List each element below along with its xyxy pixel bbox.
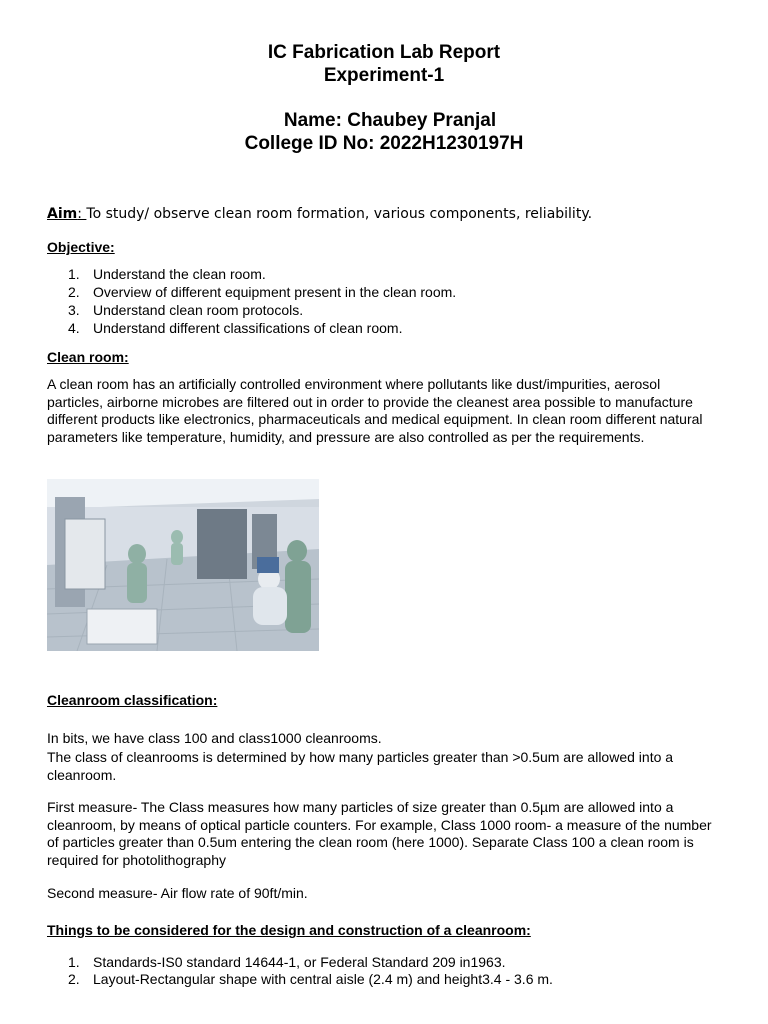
report-title: IC Fabrication Lab Report: [267, 42, 501, 63]
student-name: Name: Chaubey Pranjal: [283, 110, 497, 131]
item-number: 3.: [68, 302, 80, 318]
design-item: [68, 953, 506, 971]
aim-line: [47, 206, 592, 222]
objective-item: [68, 283, 456, 301]
aim-label: Aim: [47, 206, 78, 222]
item-text: Standards-IS0 standard 14644-1, or Federal Standard 209 in1963.: [93, 954, 506, 970]
clean-room-paragraph: A clean room has an artificially controlled environment where pollutants like dust/impurities, aerosol particles, airborne microbes are filtered out in order to provide the cleanest area possible to manufacture different products like electronics, pharmaceuticals and medical equipment. In clean room different natural parameters like temperature, humidity, and pressure are also controlled as per the requirements.: [47, 376, 703, 445]
design-heading: Things to be considered for the design and construction of a cleanroom:: [47, 922, 531, 938]
item-text: Understand clean room protocols.: [93, 302, 304, 318]
item-number: 2.: [68, 284, 80, 300]
item-number: 1.: [68, 266, 80, 282]
item-number: 2.: [68, 971, 80, 987]
experiment-title: Experiment-1: [323, 65, 445, 86]
objective-item: [68, 265, 266, 283]
item-text: Layout-Rectangular shape with central aisle (2.4 m) and height3.4 - 3.6 m.: [93, 971, 553, 987]
item-text: Understand different classifications of clean room.: [93, 320, 403, 336]
clean-room-heading: Clean room:: [47, 349, 129, 365]
objective-heading: Objective:: [47, 239, 115, 255]
aim-text: To study/ observe clean room formation, various components, reliability.: [86, 206, 593, 222]
item-text: Overview of different equipment present in the clean room.: [93, 284, 457, 300]
item-number: 1.: [68, 954, 80, 970]
objective-item: [68, 319, 402, 337]
classification-p1: In bits, we have class 100 and class1000 cleanrooms.: [47, 730, 382, 746]
item-number: 4.: [68, 320, 80, 336]
item-text: Understand the clean room.: [93, 266, 266, 282]
design-item: [68, 970, 553, 988]
classification-p2: The class of cleanrooms is determined by how many particles greater than >0.5um are allowed into a cleanroom.: [47, 749, 674, 783]
classification-heading: Cleanroom classification:: [47, 692, 218, 708]
aim-separator: :: [77, 206, 87, 222]
classification-p4: Second measure- Air flow rate of 90ft/min.: [47, 885, 308, 901]
objective-item: [68, 301, 303, 319]
classification-p3: First measure- The Class measures how many particles of size greater than 0.5µm are allowed into a cleanroom, by means of optical particle counters. For example, Class 1000 room- a measure of the number of particles greater than 0.5um entering the clean room (here 1000). Separate Class 100 a clean room is required for photolithography: [47, 799, 712, 868]
college-id: College ID No: 2022H1230197H: [244, 133, 524, 154]
cleanroom-photo: [47, 479, 319, 651]
